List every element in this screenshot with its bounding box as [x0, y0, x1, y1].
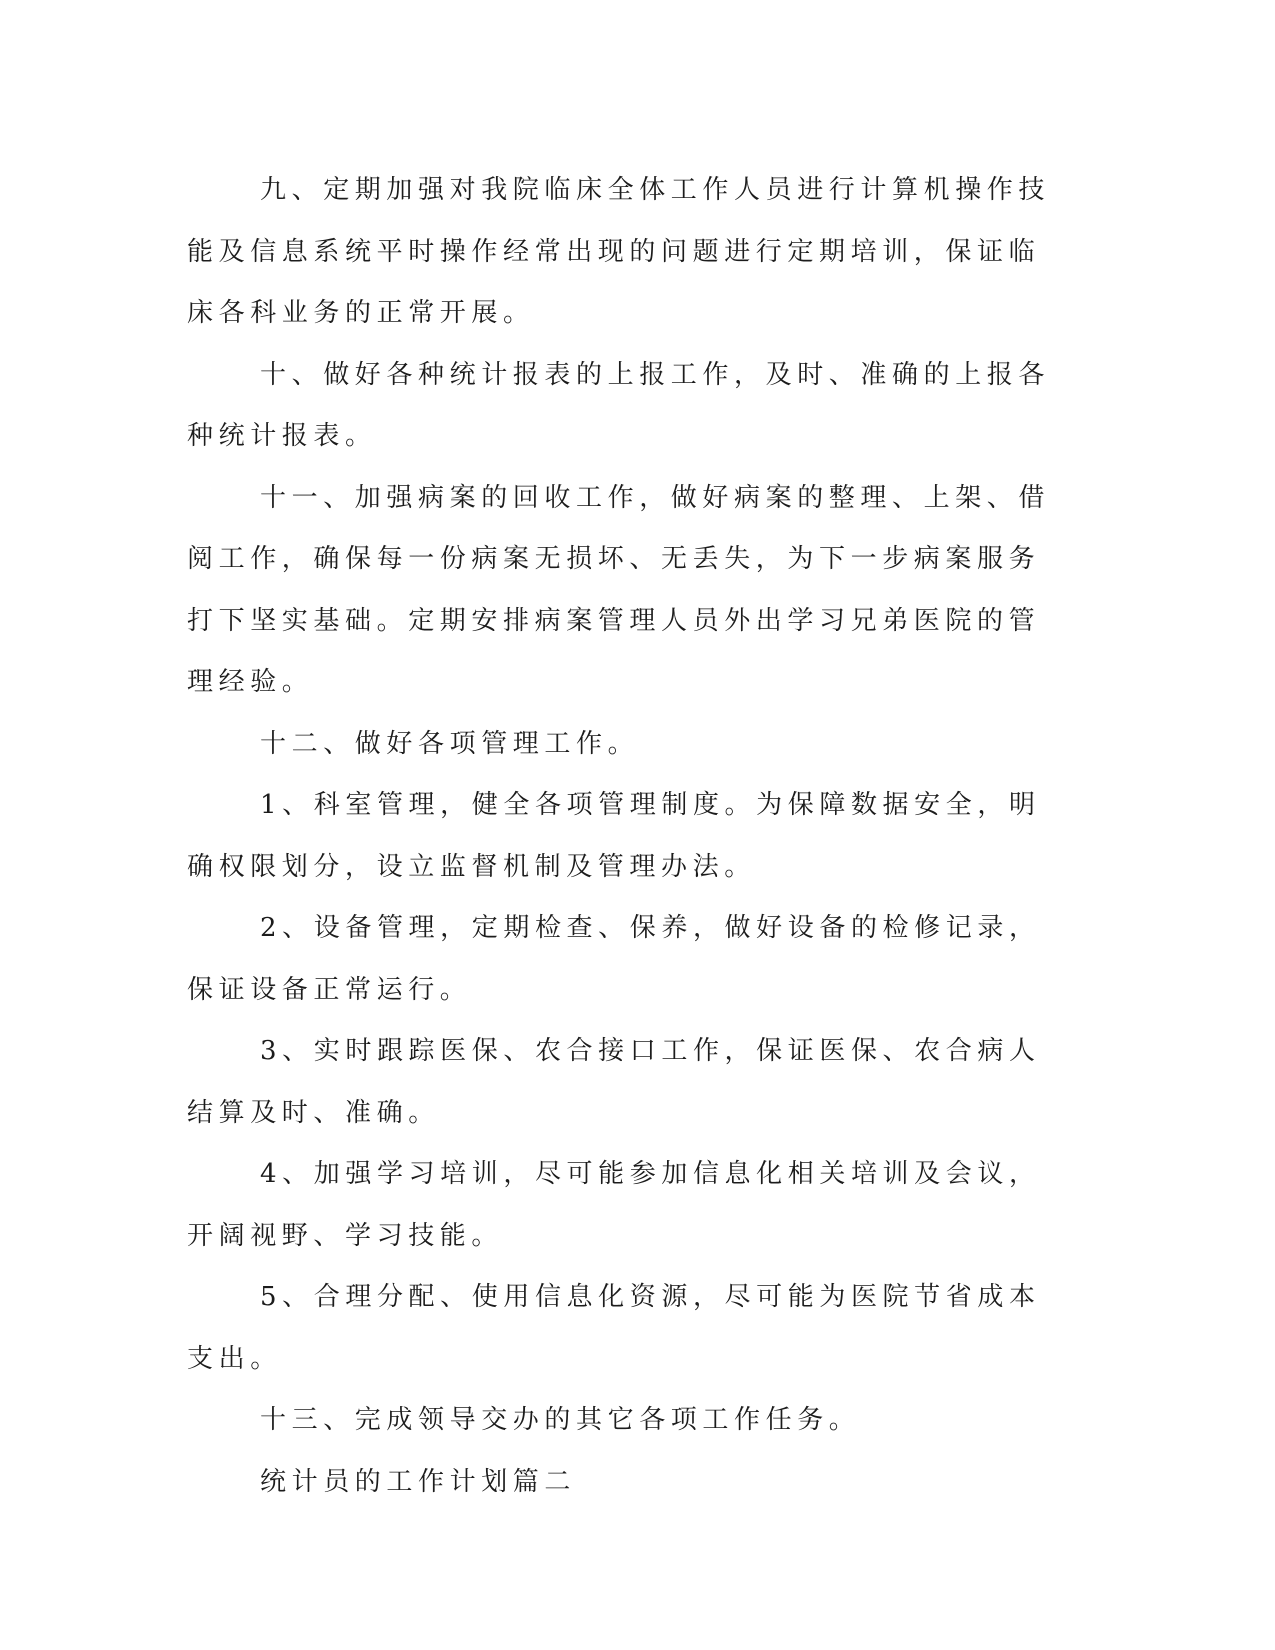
list-item-3: 3、实时跟踪医保、农合接口工作，保证医保、农合病人结算及时、准确。: [187, 1036, 1041, 1128]
list-item-5: 5、合理分配、使用信息化资源，尽可能为医院节省成本支出。: [187, 1282, 1041, 1374]
document-body: [187, 160, 1067, 1513]
section-heading: 统计员的工作计划篇二: [260, 1466, 577, 1497]
paragraph-item-13: 十三、完成领导交办的其它各项工作任务。: [260, 1405, 861, 1435]
list-item-4: 4、加强学习培训，尽可能参加信息化相关培训及会议，开阔视野、学习技能。: [187, 1159, 1041, 1251]
paragraph-item-11: 十一、加强病案的回收工作，做好病案的整理、上架、借阅工作，确保每一份病案无损坏、无丢失，为下一步病案服务打下坚实基础。定期安排病案管理人员外出学习兄弟医院的管理经验。: [187, 482, 1051, 697]
paragraph-item-9: 九、定期加强对我院临床全体工作人员进行计算机操作技能及信息系统平时操作经常出现的问题进行定期培训，保证临床各科业务的正常开展。: [187, 175, 1051, 328]
paragraph-item-12: 十二、做好各项管理工作。: [260, 728, 640, 759]
list-item-1: 1、科室管理，健全各项管理制度。为保障数据安全，明确权限划分，设立监督机制及管理办法。: [187, 790, 1041, 882]
list-item-2: 2、设备管理，定期检查、保养，做好设备的检修记录，保证设备正常运行。: [187, 913, 1041, 1005]
paragraph-item-10: 十、做好各种统计报表的上报工作，及时、准确的上报各种统计报表。: [187, 359, 1051, 451]
